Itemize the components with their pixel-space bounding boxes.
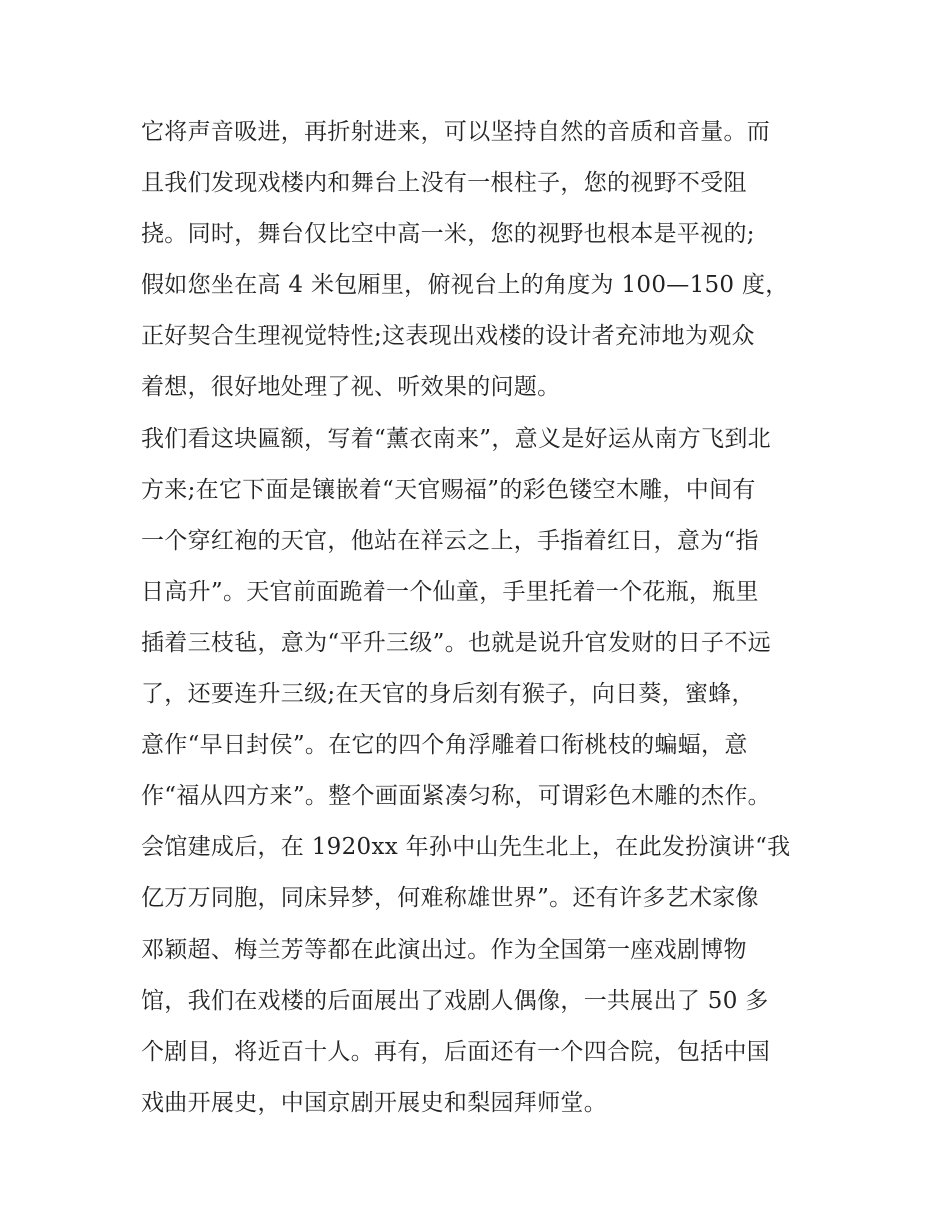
text-line: 个剧目，将近百十人。再有，后面还有一个四合院，包括中国	[141, 1038, 771, 1065]
body-text	[141, 107, 821, 1129]
text-line: 它将声音吸进，再折射进来，可以坚持自然的音质和音量。而	[141, 119, 771, 145]
text-line: 插着三枝毡，意为“平升三级”。也就是说升官发财的日子不远	[141, 629, 771, 656]
text-line: 假如您坐在高 4 米包厢里，俯视台上的角度为 100—150 度，	[141, 272, 789, 299]
text-line: 馆，我们在戏楼的后面展出了戏剧人偶像，一共展出了 50 多	[141, 987, 769, 1014]
text-line: 方来;在它下面是镶嵌着“天官赐福”的彩色镂空木雕，中间有	[141, 476, 756, 503]
text-line: 会馆建成后，在 1920xx 年孙中山先生北上，在此发扮演讲“我	[141, 834, 791, 861]
text-line: 亿万万同胞，同床异梦，何难称雄世界”。还有许多艺术家像	[141, 885, 759, 912]
text-line: 作“福从四方来”。整个画面紧凑匀称，可谓彩色木雕的杰作。	[141, 783, 771, 810]
text-line: 邓颖超、梅兰芳等都在此演出过。作为全国第一座戏剧博物	[141, 936, 747, 963]
text-line: 着想，很好地处理了视、听效果的问题。	[141, 374, 561, 401]
text-line: 意作“早日封侯”。在它的四个角浮雕着口衔桃枝的蝙蝠，意	[141, 732, 748, 759]
text-line: 了，还要连升三级;在天官的身后刻有猴子，向日葵，蜜蜂，	[141, 681, 755, 708]
text-line: 挠。同时，舞台仅比空中高一米，您的视野也根本是平视的;	[141, 221, 755, 248]
text-line: 戏曲开展史，中国京剧开展史和梨园拜师堂。	[141, 1089, 607, 1116]
text-line: 我们看这块匾额，写着“薰衣南来”，意义是好运从南方飞到北	[141, 425, 771, 452]
text-line: 一个穿红袍的天官，他站在祥云之上，手指着红日，意为“指	[141, 527, 759, 554]
text-line: 日高升”。天官前面跪着一个仙童，手里托着一个花瓶，瓶里	[141, 578, 759, 605]
text-line: 且我们发现戏楼内和舞台上没有一根柱子，您的视野不受阻	[141, 170, 747, 197]
text-line: 正好契合生理视觉特性;这表现出戏楼的设计者充沛地为观众	[141, 323, 755, 350]
